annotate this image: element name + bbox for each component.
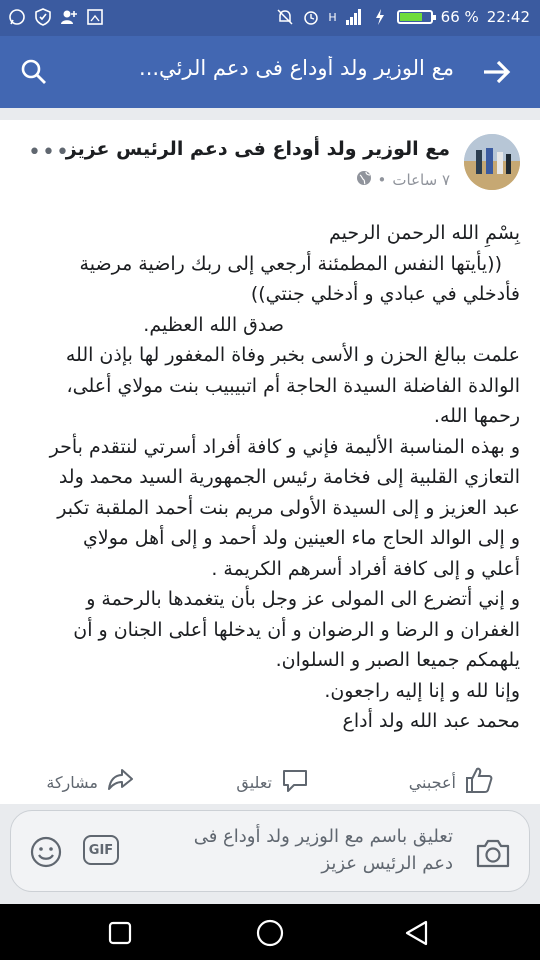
home-icon[interactable] [256,919,284,951]
post-line: و إني أتضرع الى المولى عز وجل بأن يتغمدها بالرحمة و [86,588,520,610]
share-label: مشاركة [46,772,98,792]
post-line: الغفران و الرضا و الرضوان و أن يدخلها أعلى الجنان و أن [73,618,520,641]
share-icon [106,765,136,799]
gif-button[interactable] [83,835,119,865]
comment-composer[interactable] [10,810,530,892]
share-button[interactable] [46,765,136,799]
thumbs-up-icon [464,765,494,799]
post-line: فأدخلي في عبادي و أدخلي جنتي)) [250,283,520,305]
post-line: وإنا لله و إنا إليه راجعون. [324,679,520,702]
search-icon[interactable] [20,58,48,86]
signal-icon [345,8,363,26]
gif-label: GIF [88,842,114,858]
shield-icon [34,8,52,26]
like-button[interactable] [409,765,494,799]
comment-placeholder-line2: دعم الرئيس عزيز [321,853,453,874]
network-type-label: H [328,10,337,24]
status-left-icons [8,8,104,26]
post-line: و إلى الوالد الحاج ماء العينين ولد أحمد و إلى أهل مولاي [82,527,520,549]
battery-icon [397,10,433,24]
post-actions [0,765,540,805]
post-body [20,218,520,737]
post-author[interactable]: مع الوزير ولد أوداع فى دعم الرئيس عزيز [65,138,450,160]
whatsapp-icon [8,8,26,26]
comment-input[interactable] [131,823,453,877]
like-label: أعجبني [408,772,456,792]
post-line: بِسْمِ الله الرحمن الرحيم [329,222,520,244]
alarm-icon [302,8,320,26]
separator-dot: • [377,171,387,189]
charging-icon [371,8,389,26]
post-line: صدق الله العظيم. [143,313,284,336]
post-line: علمت ببالغ الحزن و الأسى بخبر وفاة المغفور لها بإذن الله [65,344,520,366]
page-title: مع الوزير ولد أوداع فى دعم الرئي... [139,56,454,80]
back-triangle-icon[interactable] [404,920,430,950]
clock: 22:42 [486,8,530,26]
app-bar [0,36,540,108]
post-line: التعازي القلبية إلى فخامة رئيس الجمهورية السيد محمد ولد [58,466,520,488]
battery-percent: 66 % [440,8,479,26]
comment-label: تعليق [236,772,272,792]
mute-icon [276,8,294,26]
post-line: عبد العزيز و إلى السيدة الأولى مريم بنت أحمد الملقبة تكبر [57,496,520,519]
post-meta [356,170,450,190]
emoji-icon[interactable] [29,835,63,873]
post-line: ((يأيتها النفس المطمئنة أرجعي إلى ربك راضية مرضية [79,252,502,275]
recent-apps-icon[interactable] [108,921,132,949]
comment-icon [280,765,310,799]
post-line: محمد عبد الله ولد أداع [342,710,520,732]
post-line: و بهذه المناسبة الأليمة فإني و كافة أفراد أسرتي لنتقدم بأحر [49,435,520,458]
screenshot-icon [86,8,104,26]
system-navigation-bar [0,904,540,960]
more-options-icon[interactable]: ••• [28,140,70,165]
back-arrow-icon[interactable] [482,58,512,86]
globe-icon [356,170,372,190]
comment-button[interactable] [236,765,310,799]
camera-icon[interactable] [475,837,511,873]
status-right-icons [276,8,530,26]
post-line: أعلي و إلى كافة أفراد أسرهم الكريمة . [211,557,520,580]
comment-placeholder-line1: تعليق باسم مع الوزير ولد أوداع فى [193,826,453,847]
user-add-icon [60,8,78,26]
post-line: الوالدة الفاضلة السيدة الحاجة أم اتبيبيب بنت مولاي أعلى، [66,374,520,397]
post-time[interactable]: ٧ ساعات [392,171,450,189]
post-card [0,120,540,804]
post-line: يلهمكم جميعا الصبر و السلوان. [275,649,520,671]
status-bar [0,0,540,36]
avatar[interactable] [464,134,520,190]
post-line: رحمها الله. [433,405,520,427]
